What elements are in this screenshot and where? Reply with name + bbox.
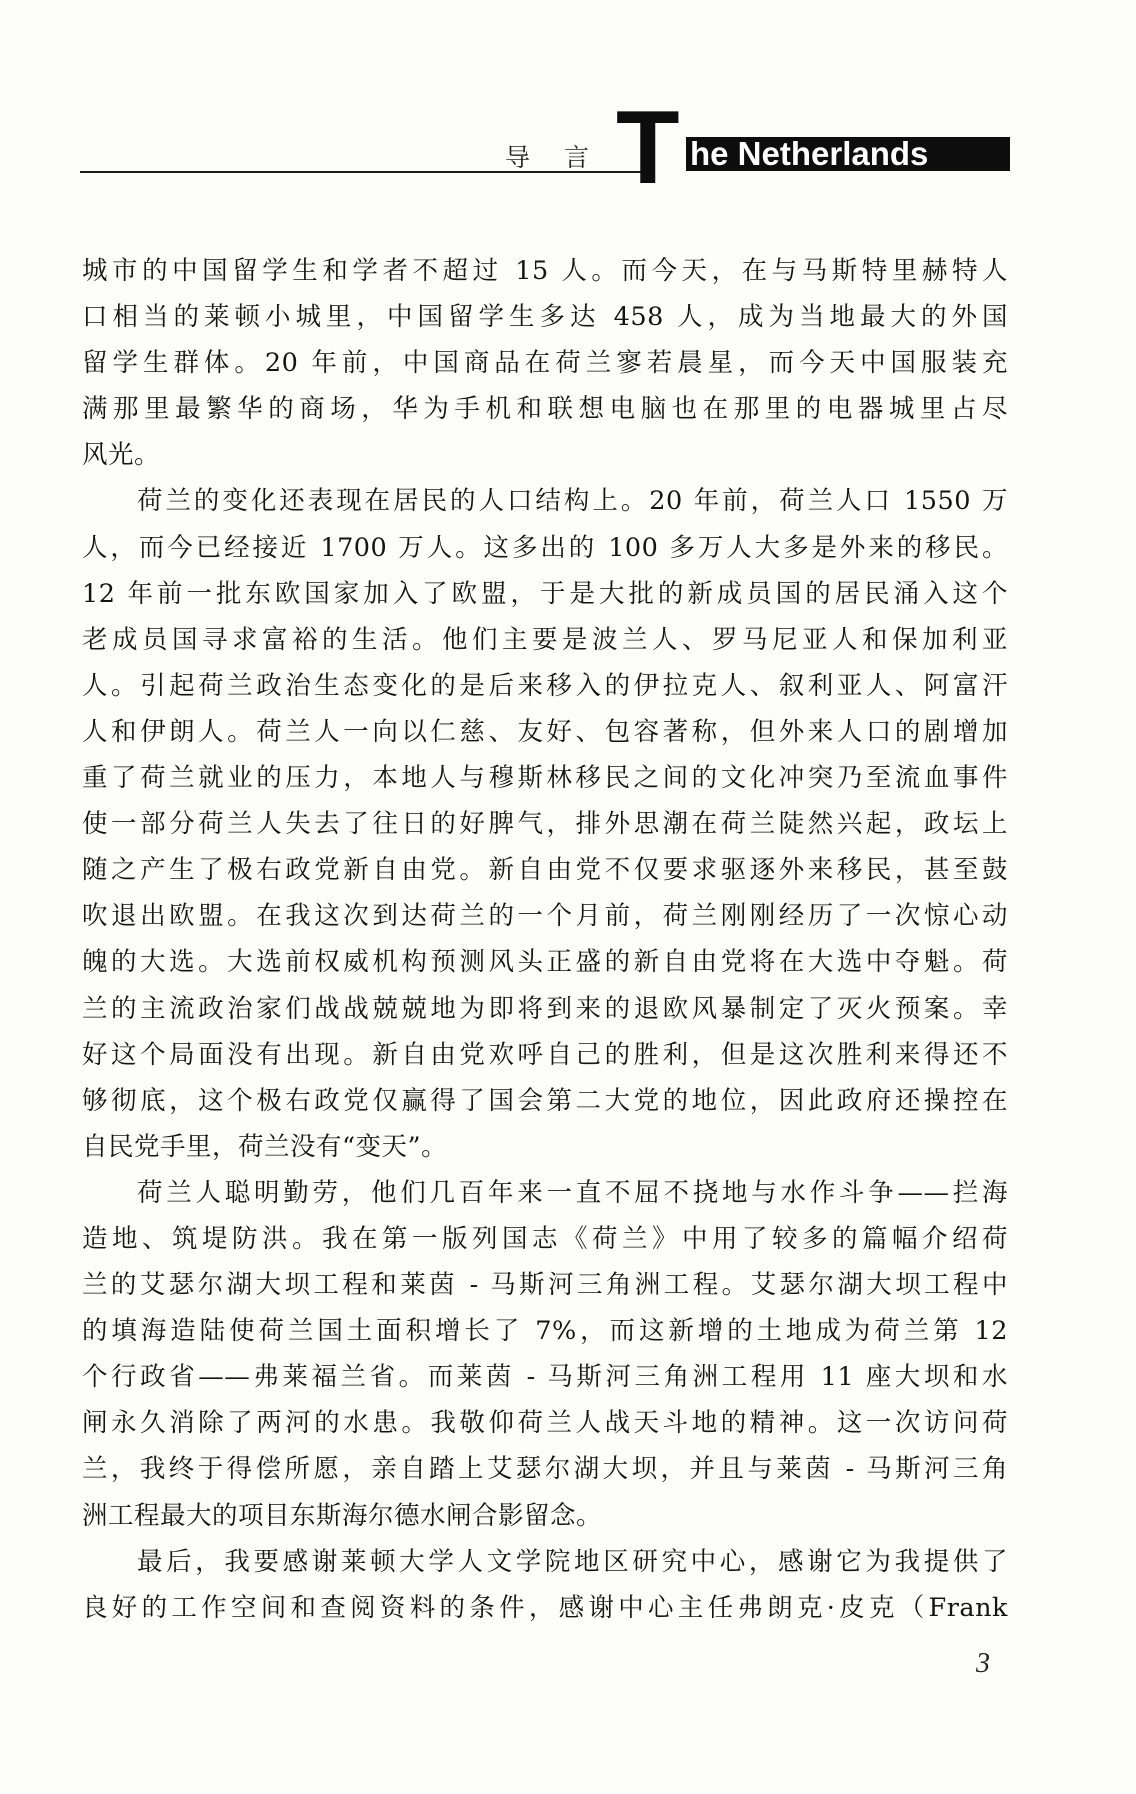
text-line: 兰的艾瑟尔湖大坝工程和莱茵 - 马斯河三角洲工程。艾瑟尔湖大坝工程中: [82, 1270, 1008, 1301]
text-line: 良好的工作空间和查阅资料的条件，感谢中心主任弗朗克·皮克（Frank: [82, 1592, 1008, 1623]
text-line: 个行政省——弗莱福兰省。而莱茵 - 马斯河三角洲工程用 11 座大坝和水: [82, 1362, 1008, 1393]
text-line: 够彻底，这个极右政党仅赢得了国会第二大党的地位，因此政府还操控在: [82, 1085, 1008, 1116]
text-line: 的填海造陆使荷兰国土面积增长了 7%，而这新增的土地成为荷兰第 12: [82, 1316, 1008, 1347]
text-line: 魄的大选。大选前权威机构预测风头正盛的新自由党将在大选中夺魁。荷: [82, 947, 1008, 978]
header-big-letter: T: [616, 90, 680, 206]
text-line: 12 年前一批东欧国家加入了欧盟，于是大批的新成员国的居民涌入这个: [82, 578, 1008, 609]
text-line: 留学生群体。20 年前，中国商品在荷兰寥若晨星，而今天中国服装充: [82, 348, 1008, 379]
text-line: 随之产生了极右政党新自由党。新自由党不仅要求驱逐外来移民，甚至鼓: [82, 855, 1008, 886]
text-line: 吹退出欧盟。在我这次到达荷兰的一个月前，荷兰刚刚经历了一次惊心动: [82, 901, 1008, 932]
text-line: 满那里最繁华的商场，华为手机和联想电脑也在那里的电器城里占尽: [82, 394, 1008, 425]
text-line: 洲工程最大的项目东斯海尔德水闸合影留念。: [82, 1500, 603, 1531]
text-line: 荷兰的变化还表现在居民的人口结构上。20 年前，荷兰人口 1550 万: [137, 486, 1008, 517]
text-line: 造地、筑堤防洪。我在第一版列国志《荷兰》中用了较多的篇幅介绍荷: [82, 1223, 1008, 1254]
running-header: [80, 90, 1010, 206]
text-line: 兰，我终于得偿所愿，亲自踏上艾瑟尔湖大坝，并且与莱茵 - 马斯河三角: [82, 1454, 1008, 1485]
text-line: 风光。: [82, 440, 161, 471]
text-line: 使一部分荷兰人失去了往日的好脾气，排外思潮在荷兰陡然兴起，政坛上: [82, 809, 1008, 840]
text-line: 自民党手里，荷兰没有“变天”。: [82, 1131, 448, 1162]
text-line: 城市的中国留学生和学者不超过 15 人。而今天，在与马斯特里赫特人: [82, 256, 1008, 286]
text-line: 口相当的莱顿小城里，中国留学生多达 458 人，成为当地最大的外国: [82, 302, 1008, 333]
page-number: 3: [976, 1648, 990, 1679]
header-section-label: 导言: [505, 143, 624, 172]
text-line: 最后，我要感谢莱顿大学人文学院地区研究中心，感谢它为我提供了: [137, 1546, 1008, 1577]
text-line: 闸永久消除了两河的水患。我敬仰荷兰人战天斗地的精神。这一次访问荷: [82, 1408, 1008, 1439]
text-line: 兰的主流政治家们战战兢兢地为即将到来的退欧风暴制定了灭火预案。幸: [82, 993, 1008, 1024]
header-title: he Netherlands: [686, 137, 1010, 171]
text-line: 荷兰人聪明勤劳，他们几百年来一直不屈不挠地与水作斗争——拦海: [137, 1177, 1008, 1208]
text-line: 人。引起荷兰政治生态变化的是后来移入的伊拉克人、叙利亚人、阿富汗: [82, 670, 1008, 701]
text-line: 老成员国寻求富裕的生活。他们主要是波兰人、罗马尼亚人和保加利亚: [82, 624, 1008, 655]
body-text: [82, 248, 1008, 1631]
text-line: 好这个局面没有出现。新自由党欢呼自己的胜利，但是这次胜利来得还不: [82, 1039, 1008, 1070]
text-line: 重了荷兰就业的压力，本地人与穆斯林移民之间的文化冲突乃至流血事件: [82, 763, 1008, 794]
text-line: 人，而今已经接近 1700 万人。这多出的 100 多万人大多是外来的移民。: [82, 532, 1008, 563]
text-line: 人和伊朗人。荷兰人一向以仁慈、友好、包容著称，但外来人口的剧增加: [82, 716, 1008, 747]
